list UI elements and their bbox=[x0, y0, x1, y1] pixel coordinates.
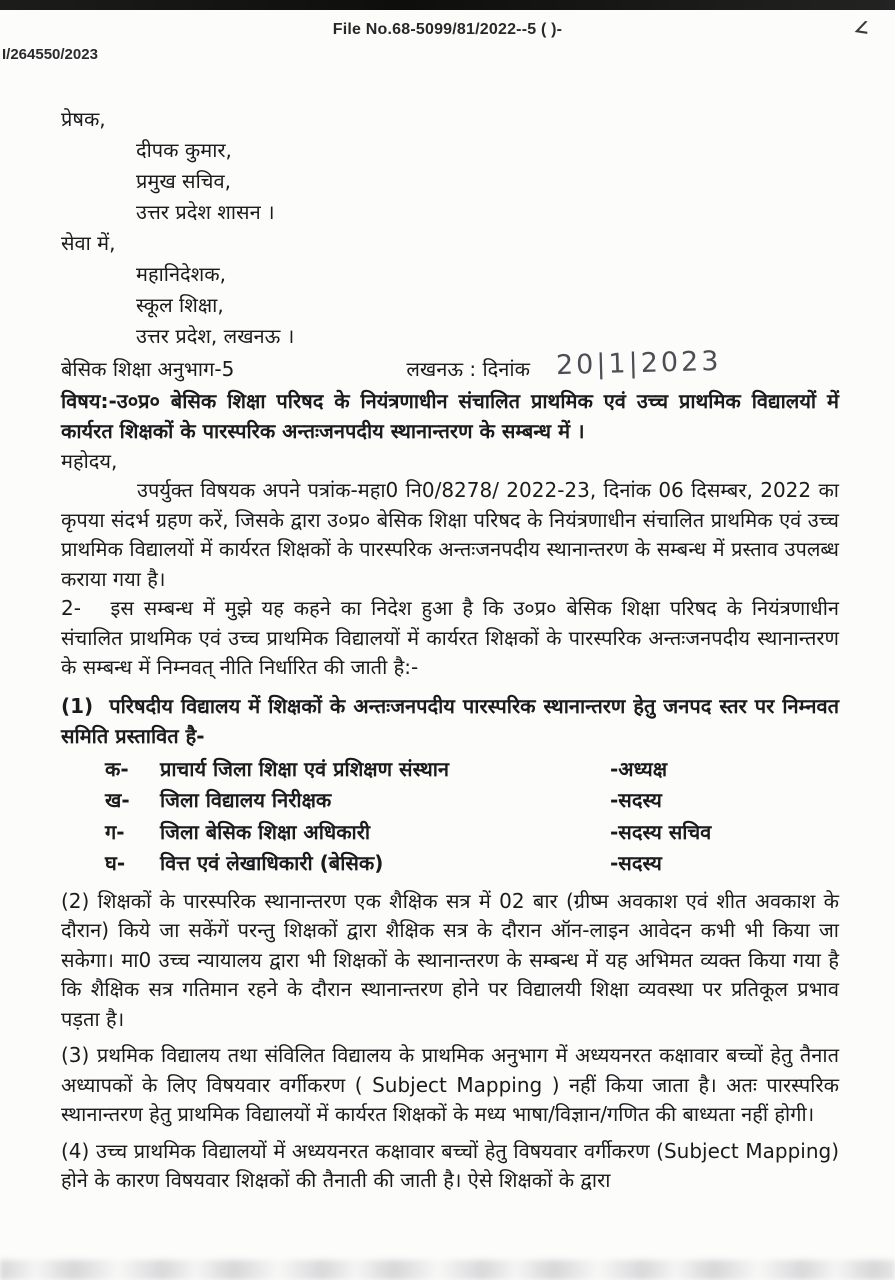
committee-post: प्राचार्य जिला शिक्षा एवं प्रशिक्षण संस्थान bbox=[160, 756, 450, 781]
policy-point-4: (4) उच्च प्राथमिक विद्यालयों में अध्ययनरत कक्षावार बच्चों हेतु विषयवार वर्गीकरण (Subject Mapping) होने के कारण विषयवार शिक्षकों की तैनाती की जाती है। ऐसे शिक्षकों के द्वारा bbox=[61, 1138, 839, 1192]
committee-role: -सदस्य सचिव bbox=[610, 819, 712, 844]
subject-line: विषय:-उ०प्र० बेसिक शिक्षा परिषद के नियंत्रणाधीन संचालित प्राथमिक एवं उच्च प्राथमिक विद्यालयों में कार्यरत शिक्षकों के पारस्परिक अन्तःजनपदीय स्थानान्तरण के सम्बन्ध में । bbox=[61, 389, 839, 443]
paragraph-reference: उपर्युक्त विषयक अपने पत्रांक-महा0 नि0/8278/ 2022-23, दिनांक 06 दिसम्बर, 2022 का कृपया संदर्भ ग्रहण करें, जिसके द्वारा उ०प्र० बेसिक शिक्षा परिषद के नियंत्रणाधीन संचालित प्राथमिक एवं उच्च प्राथमिक विद्यालयों में कार्यरत शिक्षकों के पारस्परिक अन्तःजनपदीय स्थानान्तरण के सम्बन्ध में प्रस्ताव उपलब्ध कराया गया है। bbox=[61, 478, 839, 591]
handwritten-corner-mark: ∠ bbox=[852, 17, 871, 39]
recipient-designation: महानिदेशक, bbox=[136, 262, 226, 286]
file-number: File No.68-5099/81/2022--5 ( )- bbox=[332, 21, 563, 38]
place-date-label: लखनऊ : दिनांक bbox=[406, 357, 530, 381]
sender-organization: उत्तर प्रदेश शासन । bbox=[136, 200, 275, 224]
committee-post: जिला विद्यालय निरीक्षक bbox=[160, 788, 332, 812]
committee-serial: ख- bbox=[105, 788, 130, 812]
committee-serial: घ- bbox=[105, 851, 126, 875]
committee-row bbox=[61, 848, 839, 880]
recipient-department: स्कूल शिक्षा, bbox=[136, 293, 224, 317]
sender-label: प्रेषक, bbox=[61, 107, 106, 131]
salutation: महोदय, bbox=[61, 449, 118, 473]
committee-row bbox=[61, 785, 839, 817]
committee-role: -सदस्य bbox=[610, 851, 662, 875]
letter-body bbox=[61, 104, 839, 1196]
section-name: बेसिक शिक्षा अनुभाग-5 bbox=[61, 357, 235, 381]
reference-number: I/264550/2023 bbox=[2, 46, 98, 63]
recipient-address: उत्तर प्रदेश, लखनऊ । bbox=[136, 324, 295, 348]
sender-designation: प्रमुख सचिव, bbox=[136, 169, 231, 193]
scan-top-edge bbox=[0, 0, 895, 10]
policy-point-2: (2) शिक्षकों के पारस्परिक स्थानान्तरण एक शैक्षिक सत्र में 02 बार (ग्रीष्म अवकाश एवं शीत अवकाश के दौरान) किये जा सकेंगें परन्तु शिक्षकों द्वारा शैक्षिक सत्र के दौरान ऑन-लाइन आवेदन कभी भी किया जा सकेगा। मा0 उच्च न्यायालय द्वारा भी शिक्षकों के स्थानान्तरण के सम्बन्ध में यह अभिमत व्यक्त किया गया है कि शैक्षिक सत्र गतिमान रहने के दौरान स्थानान्तरण होने पर विद्यालयी शिक्षा व्यवस्था पर प्रतिकूल प्रभाव पड़ता है। bbox=[61, 888, 839, 1031]
committee-post: जिला बेसिक शिक्षा अधिकारी bbox=[160, 819, 371, 844]
policy-point-3: (3) प्रथमिक विद्यालय तथा संविलित विद्यालय के प्राथमिक अनुभाग में अध्ययनरत कक्षावार बच्चों हेतु तैनात अध्यापकों के लिए विषयवार वर्गीकरण ( Subject Mapping ) नहीं किया जाता है। अतः पारस्परिक स्थानान्तरण हेतु प्राथमिक विद्यालयों में कार्यरत शिक्षकों के मध्य भाषा/विज्ञान/गणित की बाध्यता नहीं होगी। bbox=[61, 1043, 839, 1126]
committee-list bbox=[61, 754, 839, 880]
policy-point-1-heading: (1) परिषदीय विद्यालय में शिक्षकों के अन्तःजनपदीय पारस्परिक स्थानान्तरण हेतु जनपद स्तर पर निम्नवत समिति प्रस्तावित है- bbox=[61, 693, 839, 748]
sender-name: दीपक कुमार, bbox=[136, 138, 232, 162]
committee-serial: ग- bbox=[105, 819, 125, 844]
committee-role: -सदस्य bbox=[610, 788, 662, 812]
committee-post: वित्त एवं लेखाधिकारी (बेसिक) bbox=[160, 851, 384, 875]
handwritten-date: 20|1|2023 bbox=[555, 345, 722, 382]
paragraph-2: 2- इस सम्बन्ध में मुझे यह कहने का निदेश हुआ है कि उ०प्र० बेसिक शिक्षा परिषद के नियंत्रणाधीन संचालित प्राथमिक एवं उच्च प्राथमिक विद्यालयों में कार्यरत शिक्षकों के पारस्परिक अन्तःजनपदीय स्थानान्तरण के सम्बन्ध में निम्नवत् नीति निर्धारित की जाती है:- bbox=[61, 596, 839, 679]
next-page-edge bbox=[0, 1260, 895, 1280]
committee-row bbox=[61, 754, 839, 786]
recipient-label: सेवा में, bbox=[61, 231, 116, 255]
section-date-row bbox=[61, 345, 839, 385]
committee-serial: क- bbox=[105, 756, 129, 781]
committee-row bbox=[61, 817, 839, 849]
committee-role: -अध्यक्ष bbox=[610, 756, 668, 781]
